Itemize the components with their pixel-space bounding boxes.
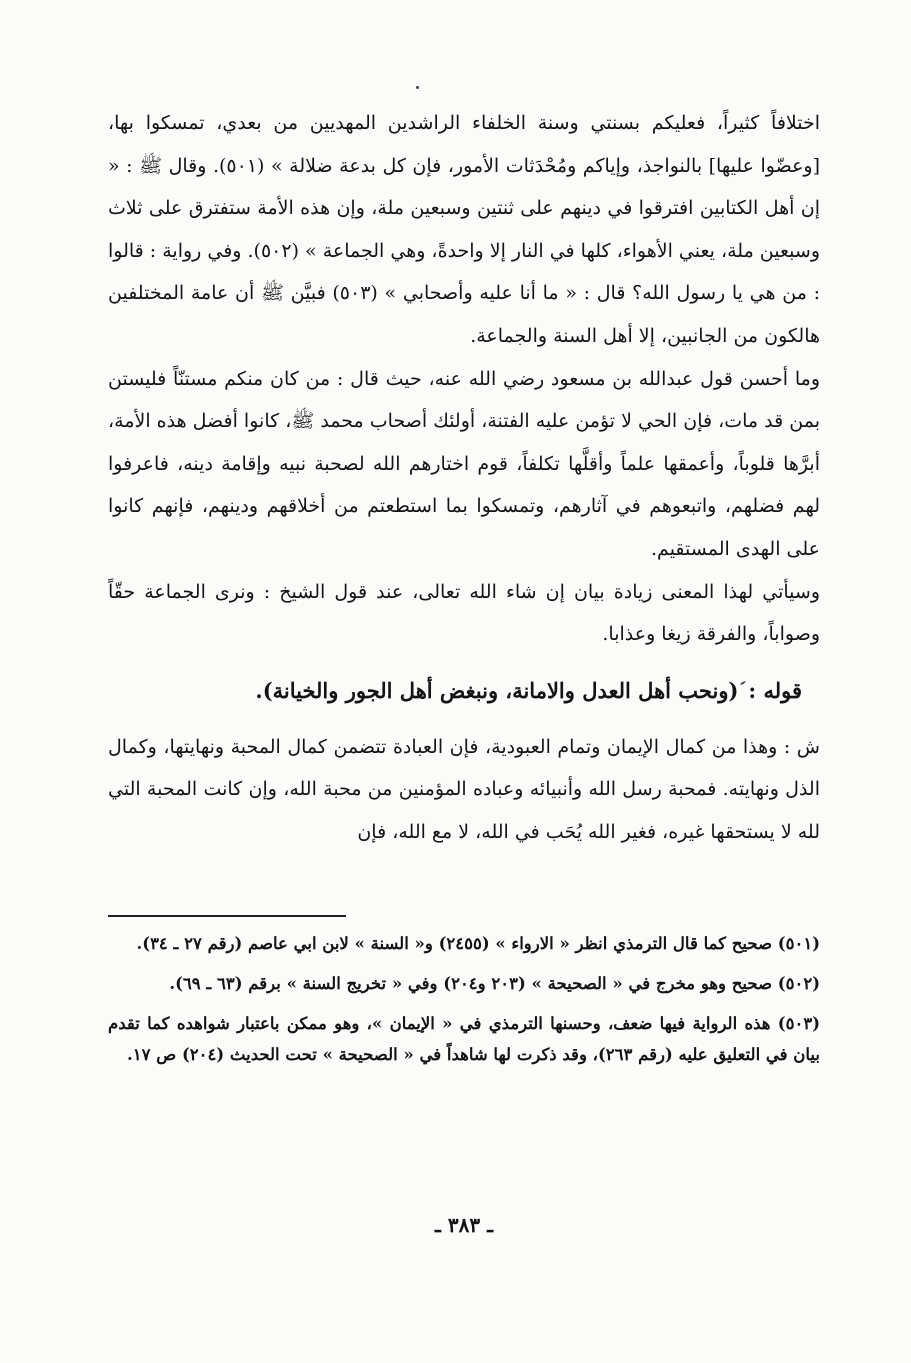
quote-text: (ونحب أهل العدل والامانة، ونبغض أهل الجور والخيانة). [255,677,739,703]
quoted-text-line [108,670,820,712]
page-number: ـ ٣٨٣ ـ [435,1213,493,1237]
paragraph-reference: وسيأتي لهذا المعنى زيادة بيان إن شاء الله تعالى، عند قول الشيخ : ونرى الجماعة حقّاً وصواباً، والفرقة زيغا وعذابا. [108,580,820,646]
footnote-501: (٥٠١) صحيح كما قال الترمذي انظر « الارواء » (٢٤٥٥) و« السنة » لابن ابي عاصم (رقم ٢٧ ـ ٣٤). [136,934,820,953]
paragraph-ibn-masud: وما أحسن قول عبدالله بن مسعود رضي الله عنه، حيث قال : من كان منكم مستنّاً فليستن بمن قد مات، فإن الحي لا تؤمن عليه الفتنة، أولئك أصحاب محمد ﷺ، كانوا أفضل هذه الأمة، أبرَّها قلوباً، وأعمقها علماً وأقلَّها تكلفاً، قوم اختارهم الله لصحبة نبيه وإقامة دينه، فاعرفوا لهم فضلهم، واتبعوهم في آثارهم، وتمسكوا بما استطعتم من أخلاقهم ودينهم، فإنهم كانوا على الهدى المستقيم. [108,367,820,560]
paragraph-hadith: اختلافاً كثيراً، فعليكم بسنتي وسنة الخلفاء الراشدين المهديين من بعدي، تمسكوا بها، [وعضّوا عليها] بالنواجذ، وإياكم ومُحْدَثات الأمور، فإن كل بدعة ضلالة » (٥٠١). وقال ﷺ : « إن أهل الكتابين افترقوا في دينهم على ثنتين وسبعين ملة، وإن هذه الأمة ستفترق على ثلاث وسبعين ملة، يعني الأهواء، كلها في النار إلا واحدةً، وهي الجماعة » (٥٠٢). وفي رواية : قالوا : من هي يا رسول الله؟ قال : « ما أنا عليه وأصحابي » (٥٠٣) فبيَّن ﷺ أن عامة المختلفين هالكون من الجانبين، إلا أهل السنة والجماعة. [107,112,820,347]
paragraph-commentary: ش : وهذا من كمال الإيمان وتمام العبودية، فإن العبادة تتضمن كمال المحبة ونهايتها، وكمال الذل ونهايته. فمحبة رسل الله وأنبيائه وعباده المؤمنين من محبة الله، وإن كانت المحبة التي لله لا يستحقها غيره، فغير الله يُحَب في الله، لا مع الله، فإن [108,735,820,843]
main-text [108,102,820,854]
footnote-503: (٥٠٣) هذه الرواية فيها ضعف، وحسنها الترمذي في « الإيمان »، وهو ممكن باعتبار شواهده كما تقدم بيان في التعليق عليه (رقم ٢٦٣)، وقد ذكرت لها شاهداً في « الصحيحة » تحت الحديث (٢٠٤) ص ١٧. [108,1014,820,1064]
quote-label: قوله : [748,677,802,703]
footnote-502: (٥٠٢) صحيح وهو مخرج في « الصحيحة » (٢٠٣ و٢٠٤) وفي « تخريج السنة » برقم (٦٣ ـ ٦٩). [169,974,820,993]
ink-speck [416,86,419,89]
book-page [108,100,820,1350]
footnote-divider [108,915,346,917]
footnotes [108,928,820,1079]
